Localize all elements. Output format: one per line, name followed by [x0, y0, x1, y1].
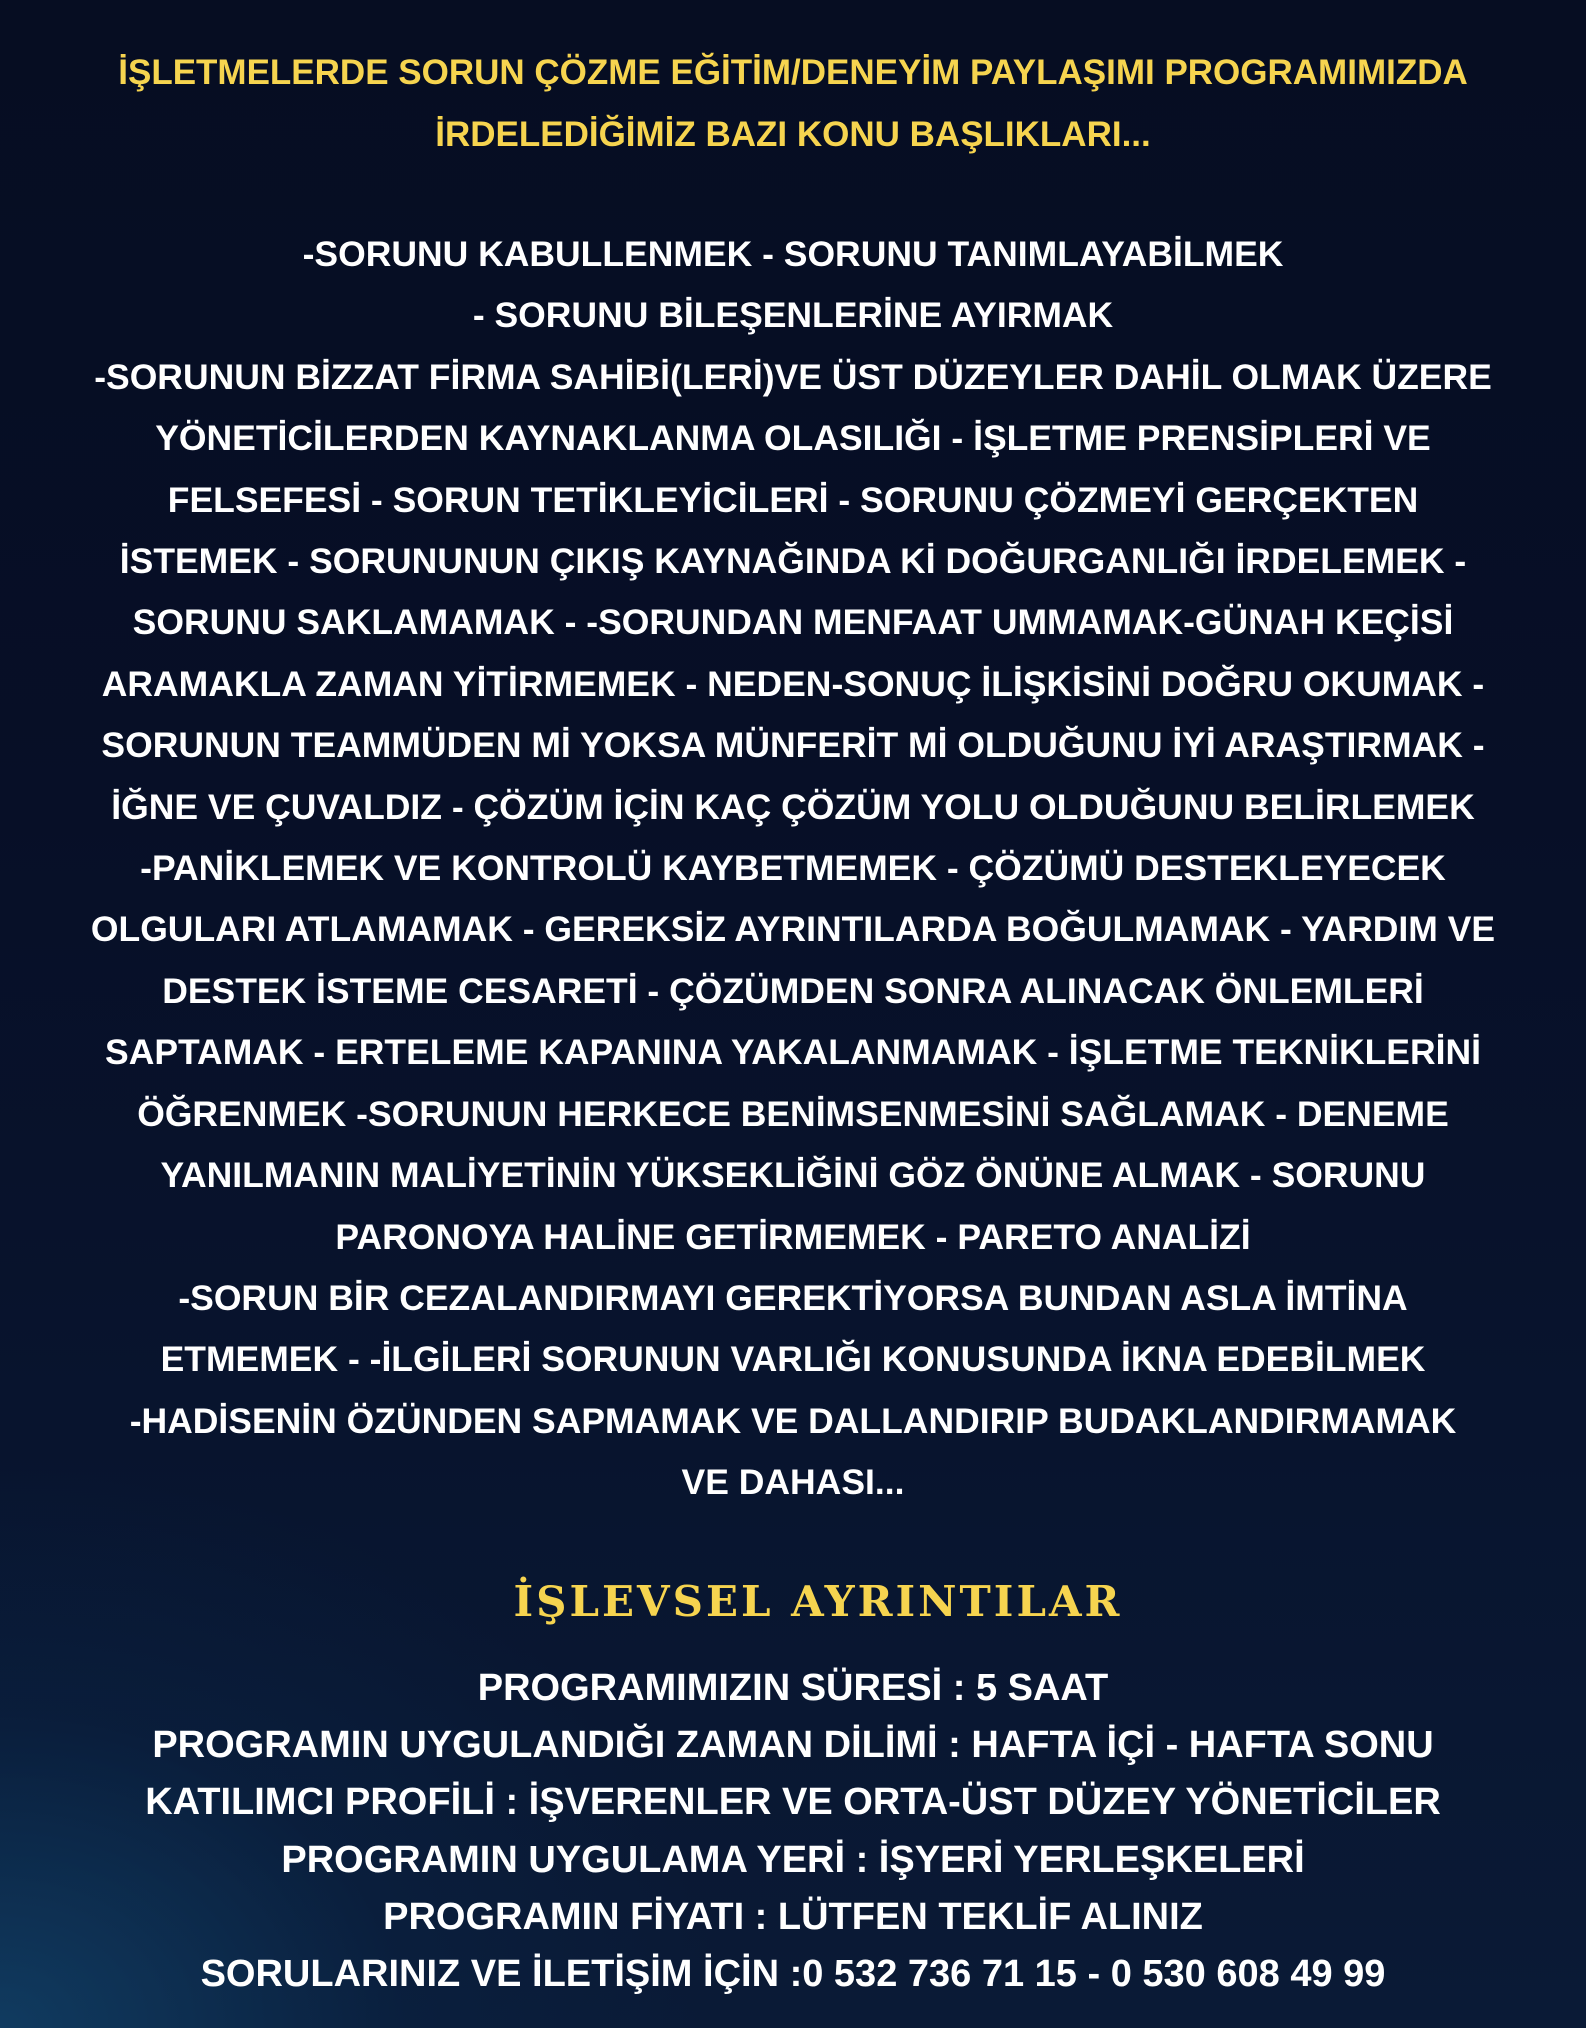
- topic-line: ÖĞRENMEK -SORUNUN HERKECE BENİMSENMESİNİ SAĞLAMAK - DENEME: [137, 1093, 1449, 1134]
- topic-line: -SORUNU KABULLENMEK - SORUNU TANIMLAYABİLMEK: [302, 234, 1284, 274]
- topic-line: PARONOYA HALİNE GETİRMEMEK - PARETO ANALİZİ: [335, 1216, 1251, 1257]
- topic-line: İĞNE VE ÇUVALDIZ - ÇÖZÜM İÇİN KAÇ ÇÖZÜM YOLU OLDUĞUNU BELİRLEMEK: [111, 786, 1475, 827]
- topic-line: -SORUNUN BİZZAT FİRMA SAHİBİ(LERİ)VE ÜST DÜZEYLER DAHİL OLMAK ÜZERE: [94, 356, 1492, 397]
- topic-line: SORUNUN TEAMMÜDEN Mİ YOKSA MÜNFERİT Mİ OLDUĞUNU İYİ ARAŞTIRMAK -: [101, 725, 1485, 766]
- heading-line: İRDELEDİĞİMİZ BAZI KONU BAŞLIKLARI...: [435, 115, 1151, 154]
- topic-line: ARAMAKLA ZAMAN YİTİRMEMEK - NEDEN-SONUÇ İLİŞKİSİNİ DOĞRU OKUMAK -: [101, 663, 1485, 704]
- topic-line: -PANİKLEMEK VE KONTROLÜ KAYBETMEMEK - ÇÖZÜMÜ DESTEKLEYECEK: [140, 848, 1446, 889]
- detail-location: PROGRAMIN UYGULAMA YERİ : İŞYERİ YERLEŞKELERİ: [281, 1838, 1305, 1881]
- topic-line: İSTEMEK - SORUNUNUN ÇIKIŞ KAYNAĞINDA Kİ DOĞURGANLIĞI İRDELEMEK -: [119, 541, 1467, 582]
- program-heading: [0, 42, 1586, 166]
- topic-line: YANILMANIN MALİYETİNİN YÜKSEKLİĞİNİ GÖZ ÖNÜNE ALMAK - SORUNU: [160, 1155, 1426, 1196]
- topic-line: YÖNETİCİLERDEN KAYNAKLANMA OLASILIĞI - İŞLETME PRENSİPLERİ VE: [155, 418, 1431, 459]
- detail-time-slot: PROGRAMIN UYGULANDIĞI ZAMAN DİLİMİ : HAFTA İÇİ - HAFTA SONU: [152, 1724, 1434, 1767]
- topic-line: DESTEK İSTEME CESARETİ - ÇÖZÜMDEN SONRA ALINACAK ÖNLEMLERİ: [162, 970, 1424, 1011]
- topic-line: - SORUNU BİLEŞENLERİNE AYIRMAK: [472, 295, 1114, 336]
- detail-contact: SORULARINIZ VE İLETİŞİM İÇİN :0 532 736 71 15 - 0 530 608 49 99: [200, 1953, 1386, 1996]
- topic-line: VE DAHASI...: [681, 1462, 905, 1503]
- detail-participant-profile: KATILIMCI PROFİLİ : İŞVERENLER VE ORTA-ÜST DÜZEY YÖNETİCİLER: [145, 1781, 1441, 1824]
- topic-line: ETMEMEK - -İLGİLERİ SORUNUN VARLIĞI KONUSUNDA İKNA EDEBİLMEK: [160, 1339, 1426, 1380]
- topic-line: FELSEFESİ - SORUN TETİKLEYİCİLERİ - SORUNU ÇÖZMEYİ GERÇEKTEN: [167, 479, 1419, 520]
- section-title: İŞLEVSEL AYRINTILAR: [513, 1577, 1123, 1626]
- detail-duration: PROGRAMIMIZIN SÜRESİ : 5 SAAT: [477, 1667, 1109, 1709]
- topics-list: [8, 224, 1578, 1514]
- topic-line: -HADİSENİN ÖZÜNDEN SAPMAMAK VE DALLANDIRIP BUDAKLANDIRMAMAK: [129, 1400, 1457, 1441]
- topic-line: SAPTAMAK - ERTELEME KAPANINA YAKALANMAMAK - İŞLETME TEKNİKLERİNİ: [105, 1032, 1481, 1073]
- details-list: [0, 1660, 1586, 2003]
- topic-line: -SORUN BİR CEZALANDIRMAYI GEREKTİYORSA BUNDAN ASLA İMTİNA: [178, 1277, 1408, 1318]
- topic-line: OLGULARI ATLAMAMAK - GEREKSİZ AYRINTILARDA BOĞULMAMAK - YARDIM VE: [90, 909, 1496, 950]
- detail-price: PROGRAMIN FİYATI : LÜTFEN TEKLİF ALINIZ: [383, 1895, 1203, 1938]
- heading-line: İŞLETMELERDE SORUN ÇÖZME EĞİTİM/DENEYİM PAYLAŞIMI PROGRAMIMIZDA: [118, 53, 1468, 92]
- topic-line: SORUNU SAKLAMAMAK - -SORUNDAN MENFAAT UMMAMAK-GÜNAH KEÇİSİ: [132, 602, 1454, 643]
